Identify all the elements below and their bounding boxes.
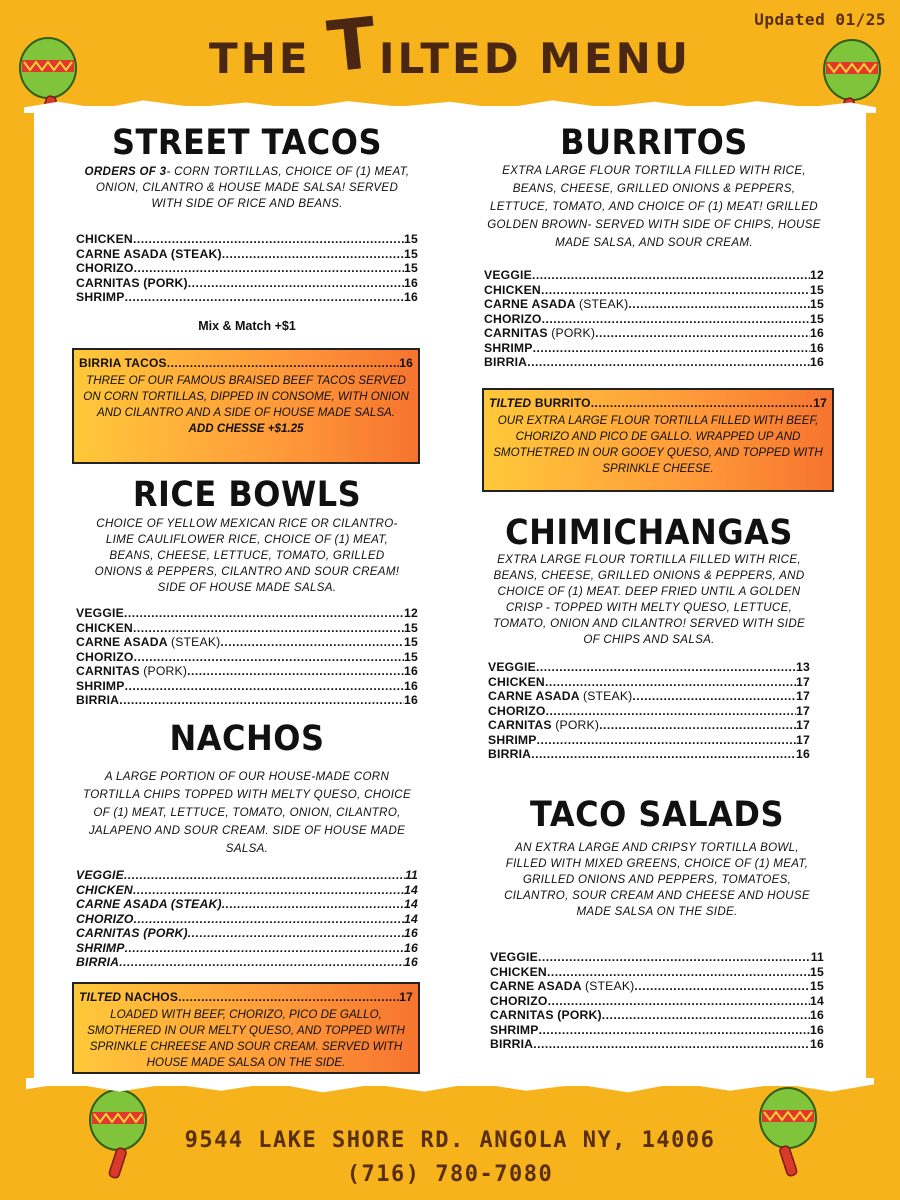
list-item: [484, 355, 824, 370]
item-name: [76, 912, 134, 927]
item-name: [76, 868, 124, 883]
birria-tacos-special: [72, 348, 420, 464]
item-name-text: SHRIMP: [484, 340, 533, 355]
section-title: BURRITOS: [560, 121, 748, 163]
item-price: 17: [796, 718, 810, 732]
item-name: [488, 718, 599, 733]
item-name-text: CARNITAS (PORK): [490, 1008, 602, 1022]
item-name-text: CHICKEN: [488, 674, 545, 689]
item-price: 16: [404, 955, 418, 969]
item-name-detail: (PORK): [551, 326, 596, 340]
item-name-text: CHICKEN: [76, 232, 133, 246]
item-price: 15: [404, 246, 418, 261]
item-price: 15: [810, 964, 824, 979]
item-name: [76, 232, 133, 247]
item-name: [490, 1008, 602, 1023]
item-price: 16: [810, 340, 824, 355]
item-name: [76, 955, 119, 970]
item-price: 15: [810, 979, 824, 993]
item-price: 14: [810, 993, 824, 1008]
item-list: [76, 868, 418, 970]
item-price: 16: [399, 356, 413, 370]
list-item: [76, 290, 418, 305]
list-item: [76, 897, 418, 912]
list-item: [76, 635, 418, 650]
section-chimichangas: [488, 512, 810, 762]
item-price: 16: [404, 678, 418, 693]
item-price: 14: [404, 911, 418, 926]
tilted-burrito-special: [482, 388, 834, 492]
item-price: 17: [796, 674, 810, 689]
item-name: [484, 326, 595, 341]
item-name: [76, 290, 125, 305]
item-price: 17: [399, 990, 413, 1004]
item-price: 13: [796, 660, 810, 674]
list-item: [488, 675, 810, 690]
item-price: 12: [404, 606, 418, 620]
item-name-text: BIRRIA: [484, 355, 528, 369]
item-name-rest: NACHOS: [121, 990, 179, 1004]
item-name-text: CHORIZO: [488, 703, 546, 718]
mix-match-note: Mix & Match +$1: [198, 318, 296, 333]
item-name-text: CHORIZO: [490, 993, 548, 1008]
item-name: [490, 1037, 533, 1052]
title-post: ILTED MENU: [378, 34, 691, 83]
item-price: 14: [404, 882, 418, 897]
list-item: [76, 912, 418, 927]
item-name-italic: TILTED: [79, 990, 122, 1004]
section-title: STREET TACOS: [111, 121, 383, 163]
item-name-detail: (STEAK): [584, 979, 635, 993]
add-cheese-note: ADD CHESSE +$1.25: [188, 421, 304, 435]
item-price: 15: [404, 232, 418, 246]
item-name-text: SHRIMP: [490, 1022, 539, 1037]
item-name: [76, 261, 134, 276]
item-name-text: BIRRIA: [488, 747, 532, 761]
item-price: 15: [404, 649, 418, 664]
item-name-text: CARNITAS: [484, 326, 552, 340]
section-title: TACO SALADS: [529, 793, 784, 835]
item-name-text: SHRIMP: [76, 290, 125, 304]
special-description: LOADED WITH BEEF, CHORIZO, PICO DE GALLO, SMOTHERED IN OUR MELTY QUESO, AND TOPPED WITH SPRINKLE CHREESE AND SOUR CREAM. SERVED WITH HOUSE MADE SALSA ON THE SIDE.: [87, 1007, 405, 1069]
item-name-text: CHICKEN: [484, 282, 541, 297]
item-list: [490, 950, 824, 1052]
special-description: THREE OF OUR FAMOUS BRAISED BEEF TACOS SERVED ON CORN TORTILLAS, DIPPED IN CONSOME, WITH ONION AND CILANTRO AND A SIDE OF HOUSE MADE SALSA.: [83, 373, 409, 419]
item-price: 16: [404, 940, 418, 955]
item-price: 17: [796, 689, 810, 703]
item-name: [488, 675, 545, 690]
item-name-text: VEGGIE: [490, 950, 538, 964]
section-description: EXTRA LARGE FLOUR TORTILLA FILLED WITH RICE, BEANS, CHEESE, GRILLED ONIONS & PEPPERS, LETTUCE, TOMATO, AND CHOICE OF (1) MEAT! GRILLED GOLDEN BROWN- SERVED WITH SIDE OF CHIPS, HOUSE MADE SALSA, AND SOUR CREAM.: [487, 164, 821, 249]
item-name-text: CARNITAS: [488, 718, 556, 732]
item-price: 16: [404, 693, 418, 707]
list-item: [76, 868, 418, 883]
item-name-text: CARNE ASADA: [490, 979, 585, 993]
list-item: [488, 718, 810, 733]
item-price: 15: [810, 311, 824, 326]
updated-label: Updated 01/25: [754, 10, 886, 29]
item-name: [484, 341, 533, 356]
list-item: [489, 396, 827, 411]
item-name: [488, 660, 536, 675]
item-price: 16: [810, 1037, 824, 1051]
list-item: [490, 950, 824, 965]
item-price: 17: [813, 396, 827, 410]
item-name-text: CHORIZO: [76, 911, 134, 926]
list-item: [488, 733, 810, 748]
item-price: 15: [810, 282, 824, 297]
item-name: [490, 965, 547, 980]
list-item: [488, 704, 810, 719]
item-name-text: CHORIZO: [76, 261, 134, 275]
desc-text: - CORN TORTILLAS, CHOICE OF (1) MEAT, ONION, CILANTRO & HOUSE MADE SALSA! SERVED WITH SIDE OF RICE AND BEANS.: [95, 165, 410, 210]
item-price: 15: [404, 620, 418, 635]
title-pre: THE: [209, 34, 329, 83]
item-name: [490, 994, 548, 1009]
item-name-text: CHICKEN: [76, 882, 133, 897]
desc-bold: ORDERS OF 3: [84, 165, 167, 178]
item-name-text: CARNE ASADA (STEAK): [76, 897, 222, 911]
tilted-nachos-special: [72, 982, 420, 1074]
section-title: RICE BOWLS: [132, 473, 362, 515]
item-name-text: VEGGIE: [488, 660, 536, 674]
list-item: [76, 955, 418, 970]
list-item: [490, 1037, 824, 1052]
list-item: [76, 650, 418, 665]
item-price: 15: [810, 297, 824, 311]
item-name-text: CHICKEN: [76, 620, 133, 635]
list-item: [490, 1023, 824, 1038]
item-name-text: CHORIZO: [484, 311, 542, 326]
item-price: 16: [404, 926, 418, 940]
list-item: [76, 276, 418, 291]
list-item: [76, 606, 418, 621]
item-name: [490, 979, 634, 994]
section-description: A LARGE PORTION OF OUR HOUSE-MADE CORN TORTILLA CHIPS TOPPED WITH MELTY QUESO, CHOICE OF (1) MEAT, LETTUCE, TOMATO, ONION, CILANTRO, JALAPENO AND SOUR CREAM. SIDE OF HOUSE MADE SALSA.: [83, 770, 411, 855]
section-description: [82, 164, 412, 212]
list-item: [484, 326, 824, 341]
item-name-text: CARNITAS (PORK): [76, 926, 188, 940]
item-name-text: SHRIMP: [488, 732, 537, 747]
item-name: [490, 950, 538, 965]
special-description: OUR EXTRA LARGE FLOUR TORTILLA FILLED WITH BEEF, CHORIZO AND PICO DE GALLO. WRAPPED UP AND SMOTHETRED IN OUR GOOEY QUESO, AND TOPPED WITH SPRINKLE CHEESE.: [493, 413, 823, 475]
list-item: [488, 747, 810, 762]
item-name-text: CARNE ASADA: [76, 635, 171, 649]
item-name-text: SHRIMP: [76, 940, 125, 955]
item-name: [76, 621, 133, 636]
item-name-detail: (PORK): [555, 718, 600, 732]
item-price: 15: [404, 635, 418, 649]
address: 9544 LAKE SHORE RD. ANGOLA NY, 14006: [184, 1128, 716, 1153]
title-big-letter: T: [324, 1, 384, 89]
item-name-text: CARNE ASADA: [488, 689, 583, 703]
item-name: [488, 704, 546, 719]
item-name: [76, 635, 220, 650]
item-price: 11: [810, 950, 824, 964]
item-name: [76, 276, 188, 291]
list-item: [76, 664, 418, 679]
list-item: [79, 990, 413, 1005]
item-name: [488, 733, 537, 748]
item-name-detail: (STEAK): [582, 689, 633, 703]
list-item: [488, 660, 810, 675]
item-name: [79, 990, 178, 1005]
item-name-text: CHICKEN: [490, 964, 547, 979]
list-item: [76, 941, 418, 956]
item-name: [489, 396, 591, 411]
list-item: [76, 261, 418, 276]
list-item: [484, 283, 824, 298]
section-nachos: [76, 718, 418, 970]
section-street-tacos: [76, 122, 418, 333]
item-name-text: CARNITAS: [76, 664, 144, 678]
item-list: [76, 232, 418, 305]
item-name: [484, 268, 532, 283]
section-description: EXTRA LARGE FLOUR TORTILLA FILLED WITH RICE, BEANS, CHEESE, GRILLED ONIONS & PEPPERS, AND CHOICE OF (1) MEAT. DEEP FRIED UNTIL A GOLDEN CRISP - TOPPED WITH MELTY QUESO, LETTUCE, TOMATO, ONION AND CILANTRO! SERVED WITH SIDE OF CHIPS AND SALSA.: [492, 553, 806, 646]
item-list: [76, 606, 418, 708]
item-name-text: CARNE ASADA (STEAK): [76, 246, 222, 261]
item-name: [488, 689, 632, 704]
item-name: [76, 247, 222, 262]
section-taco-salads: [490, 794, 824, 1052]
item-price: 16: [404, 275, 418, 290]
item-name-text: VEGGIE: [484, 268, 532, 282]
item-price: 12: [810, 268, 824, 282]
item-name-detail: (STEAK): [170, 635, 221, 649]
list-item: [490, 1008, 824, 1023]
item-name-text: CARNITAS (PORK): [76, 275, 188, 290]
list-item: [76, 621, 418, 636]
item-price: 16: [810, 1008, 824, 1022]
list-item: [76, 232, 418, 247]
item-name: [76, 897, 222, 912]
list-item: [484, 268, 824, 283]
list-item: [490, 979, 824, 994]
item-name-italic: TILTED: [489, 396, 532, 410]
item-name-text: VEGGIE: [76, 606, 124, 620]
list-item: [484, 341, 824, 356]
section-burritos: [484, 122, 824, 370]
item-name: [76, 926, 188, 941]
item-name: [484, 355, 527, 370]
item-name: [484, 297, 628, 312]
item-name: [484, 283, 541, 298]
list-item: [484, 312, 824, 327]
item-price: 16: [810, 355, 824, 369]
item-price: 16: [810, 1022, 824, 1037]
item-name-detail: (STEAK): [578, 297, 629, 311]
list-item: [76, 247, 418, 262]
item-price: 15: [404, 261, 418, 275]
item-price: 14: [404, 897, 418, 911]
phone-number[interactable]: (716) 780-7080: [346, 1162, 554, 1187]
item-name: [76, 693, 119, 708]
item-name: [76, 941, 125, 956]
section-title: CHIMICHANGAS: [505, 511, 793, 553]
item-name-detail: (PORK): [143, 664, 188, 678]
item-name-text: BIRRIA: [76, 955, 120, 969]
item-list: [488, 660, 810, 762]
item-name: [484, 312, 542, 327]
list-item: [488, 689, 810, 704]
item-name: [76, 679, 125, 694]
list-item: [484, 297, 824, 312]
item-name: [490, 1023, 539, 1038]
section-description: CHOICE OF YELLOW MEXICAN RICE OR CILANTRO-LIME CAULIFLOWER RICE, CHOICE OF (1) MEAT, BEANS, CHEESE, LETTUCE, TOMATO, GRILLED ONIONS & PEPPERS, CILANTRO AND SOUR CREAM! SIDE OF HOUSE MADE SALSA.: [94, 517, 400, 594]
item-price: 17: [796, 732, 810, 747]
item-name: [76, 883, 133, 898]
item-price: 11: [404, 868, 418, 882]
item-name: [76, 606, 124, 621]
list-item: [76, 693, 418, 708]
section-description: AN EXTRA LARGE AND CRIPSY TORTILLA BOWL, FILLED WITH MIXED GREENS, CHOICE OF (1) MEAT, GRILLED ONIONS AND PEPPERS, TOMATOES, CILANTRO, SOUR CREAM AND CHEESE AND HOUSE MADE SALSA ON THE SIDE.: [504, 841, 810, 918]
item-name-text: SHRIMP: [76, 678, 125, 693]
item-price: 17: [796, 703, 810, 718]
list-item: [76, 679, 418, 694]
item-price: 16: [810, 326, 824, 340]
item-name-text: VEGGIE: [76, 868, 124, 882]
item-name-text: BIRRIA: [490, 1037, 534, 1051]
list-item: [490, 965, 824, 980]
item-name: BIRRIA TACOS: [79, 356, 167, 370]
item-name-text: CHORIZO: [76, 649, 134, 664]
item-price: 16: [796, 747, 810, 761]
item-price: 16: [404, 290, 418, 304]
item-list: [484, 268, 824, 370]
item-price: 16: [404, 664, 418, 678]
item-name: [76, 664, 187, 679]
section-title: NACHOS: [169, 717, 325, 759]
list-item: [76, 883, 418, 898]
list-item: [490, 994, 824, 1009]
item-name-rest: BURRITO: [531, 396, 591, 410]
item-name: [488, 747, 531, 762]
item-name-text: BIRRIA: [76, 693, 120, 707]
item-name-text: CARNE ASADA: [484, 297, 579, 311]
list-item: [79, 356, 413, 371]
section-rice-bowls: [76, 474, 418, 708]
item-name: [76, 650, 134, 665]
list-item: [76, 926, 418, 941]
